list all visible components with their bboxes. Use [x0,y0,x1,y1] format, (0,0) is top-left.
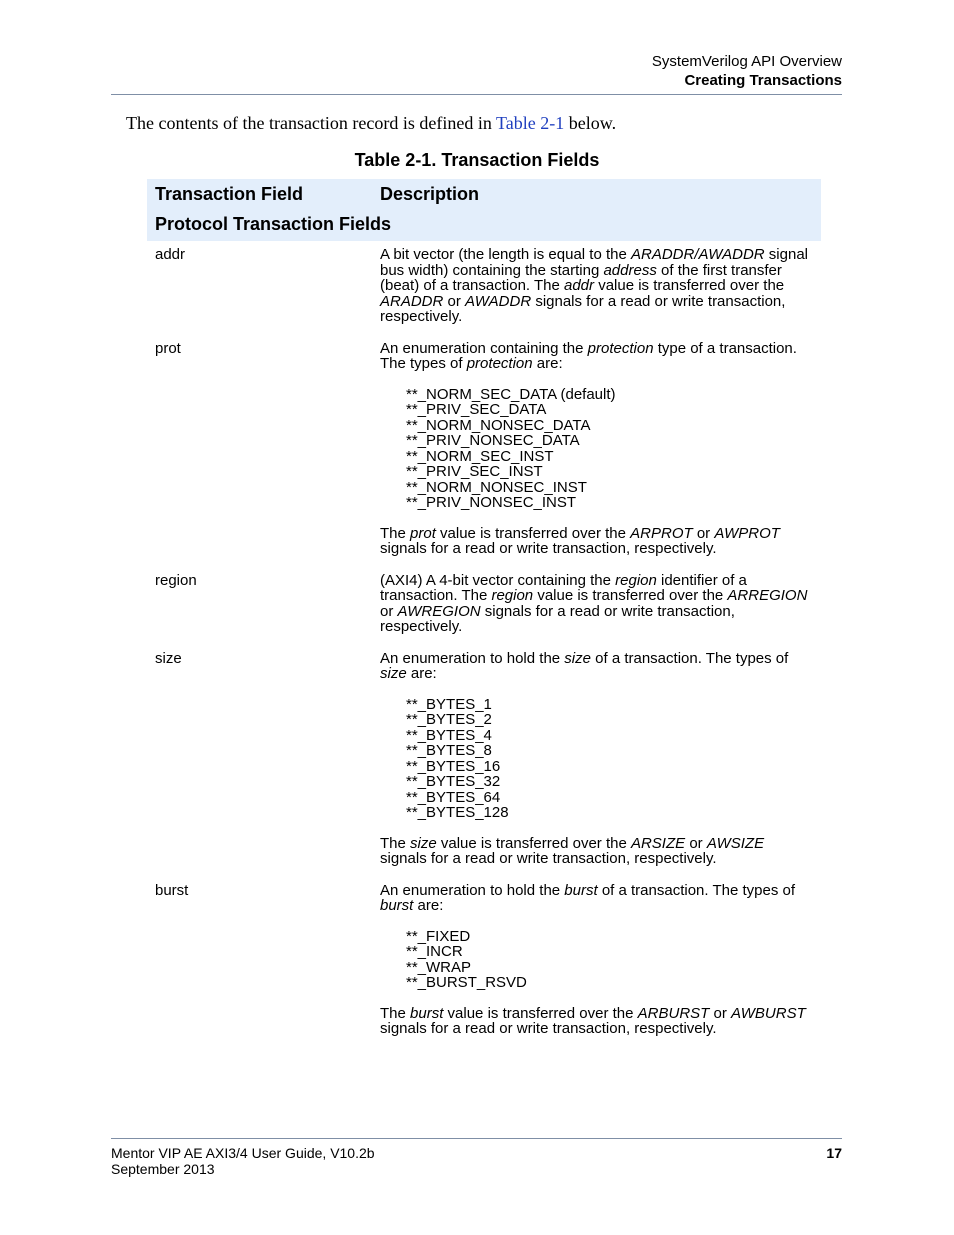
enum-item: **_BYTES_64 [406,788,501,806]
table-row [147,877,821,1047]
header-section: SystemVerilog API Overview [651,53,842,70]
text-run: value is transferred over the [594,277,785,294]
enum-list [406,929,813,991]
header-subsection: Creating Transactions [684,72,842,89]
text-run: or [692,524,715,542]
text-run: value is transferred over the [443,1004,638,1022]
intro-paragraph [126,113,616,134]
enum-item: **_BYTES_2 [406,711,492,728]
emphasis: burst [410,1004,444,1022]
enum-item: **_PRIV_SEC_DATA [406,401,547,418]
header-rule [111,94,842,95]
field-name: prot [155,339,181,357]
enum-item: **_NORM_SEC_DATA (default) [406,385,616,403]
text-run: An enumeration to hold the [380,881,565,899]
emphasis: ARADDR/AWADDR [631,246,765,263]
text-run: signal bus width) containing the starting [380,246,808,279]
enum-item: **_BYTES_8 [406,742,492,759]
text-run: of a transaction. The types of [590,649,789,667]
text-run: are: [532,355,563,372]
text-run: (AXI4) A 4-bit vector containing the [380,571,616,589]
field-name: region [155,571,197,589]
text-run: signals for a read or write transaction, respectively. [380,1020,717,1037]
enum-item: **_BYTES_128 [406,804,509,821]
field-name: addr [155,246,186,263]
text-run: A bit vector (the length is equal to the [380,246,631,263]
description-outro [380,836,813,867]
table-row [147,567,821,645]
field-description [372,335,821,567]
field-name: burst [155,881,189,899]
text-run: signals for a read or write transaction, respectively. [380,540,717,557]
enum-item: **_BYTES_1 [406,695,492,713]
text-run: type of a transaction. The types of [380,339,797,372]
enum-item: **_PRIV_SEC_INST [406,463,543,480]
footer-rule [111,1138,842,1139]
text-run: or [380,602,398,620]
text-run: An enumeration to hold the [380,649,565,667]
footer-date: September 2013 [111,1161,215,1177]
emphasis: region [615,571,657,589]
table-row [147,241,821,335]
emphasis: size [410,834,437,852]
description-intro [380,883,813,914]
description-outro [380,526,813,557]
table-link[interactable]: Table 2-1 [496,113,565,133]
table-caption: Table 2-1. Transaction Fields [354,150,600,170]
text-run: are: [413,897,444,914]
enum-item: **_BYTES_32 [406,773,501,790]
emphasis: protection [466,355,533,372]
description-intro [380,651,813,682]
footer [111,1145,375,1177]
emphasis: ARREGION [727,587,808,604]
text-run: are: [406,665,437,682]
field-description [372,241,821,335]
intro-text-after: below. [564,113,617,133]
enum-item: **_FIXED [406,927,471,945]
emphasis: AWBURST [731,1004,806,1022]
emphasis: ARPROT [630,524,693,542]
emphasis: size [564,649,591,667]
intro-text-before: The contents of the transaction record is defined in [126,113,497,133]
column-header-description: Description [372,179,821,207]
column-header-field: Transaction Field [147,179,372,207]
emphasis: AWADDR [465,292,532,310]
text-run: signals for a read or write transaction, respectively. [380,602,735,635]
text-run: or [709,1004,732,1022]
enum-item: **_PRIV_NONSEC_DATA [406,432,580,449]
text-run: of the first transfer (beat) of a transaction. The [380,261,782,294]
text-run: An enumeration containing the [380,339,588,357]
text-run: The [380,1004,411,1022]
table-row [147,645,821,877]
enum-item: **_BYTES_16 [406,757,501,775]
text-run: signals for a read or write transaction, respectively. [380,292,786,325]
enum-item: **_NORM_NONSEC_INST [406,478,587,496]
transaction-fields-table [147,179,821,1047]
emphasis: address [603,261,657,279]
emphasis: addr [564,277,595,294]
table-group-row [147,207,821,241]
table-header-row [147,179,821,207]
enum-item: **_NORM_NONSEC_DATA [406,416,591,434]
emphasis: AWPROT [714,524,780,542]
emphasis: ARADDR [380,292,444,310]
text-run: The [380,834,411,852]
field-description [372,877,821,1047]
emphasis: region [491,587,534,604]
table-row [147,335,821,567]
emphasis: AWSIZE [706,834,765,852]
text-run: or [685,834,707,852]
text-run: identifier of a transaction. The [380,571,747,604]
enum-list [406,387,813,511]
text-run: or [443,292,466,310]
field-description [372,645,821,877]
text-run: value is transferred over the [436,834,631,852]
enum-item: **_WRAP [406,958,472,976]
enum-list [406,697,813,821]
emphasis: burst [564,881,598,899]
emphasis: ARSIZE [630,834,686,852]
emphasis: AWREGION [397,602,481,620]
emphasis: prot [410,524,436,542]
text-run: value is transferred over the [533,587,728,604]
text-run: of a transaction. The types of [597,881,795,899]
enum-item: **_INCR [406,943,463,960]
field-description [372,567,821,645]
enum-item: **_BURST_RSVD [406,974,527,991]
running-header [652,52,842,90]
description-outro [380,1006,813,1037]
description-intro [380,341,813,372]
footer-title: Mentor VIP AE AXI3/4 User Guide, V10.2b [111,1145,375,1161]
group-header: Protocol Transaction Fields [147,207,821,241]
text-run: value is transferred over the [435,524,631,542]
text-run: The [380,524,411,542]
page-number: 17 [826,1145,842,1161]
enum-item: **_BYTES_4 [406,726,492,744]
emphasis: burst [380,897,414,914]
enum-item: **_NORM_SEC_INST [406,447,554,465]
emphasis: size [380,665,407,682]
enum-item: **_PRIV_NONSEC_INST [406,494,577,511]
text-run: signals for a read or write transaction, respectively. [380,850,717,867]
emphasis: protection [587,339,654,357]
field-name: size [155,649,182,667]
emphasis: ARBURST [637,1004,710,1022]
